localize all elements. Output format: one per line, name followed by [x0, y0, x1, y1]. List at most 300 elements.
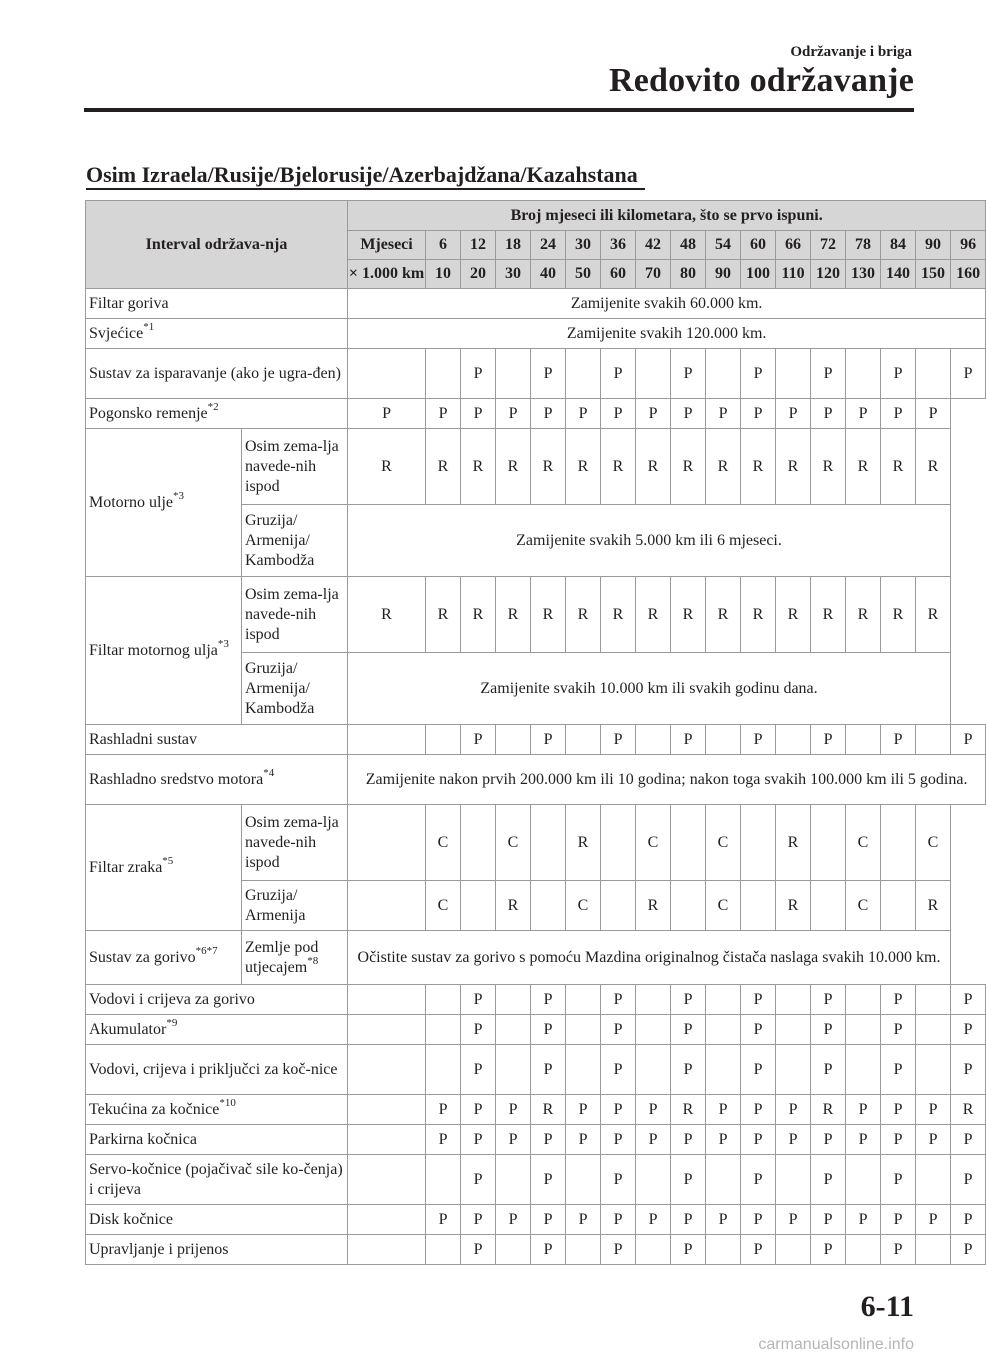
value-cell [916, 1045, 951, 1095]
value-cell [811, 429, 846, 505]
value-cell [636, 1095, 671, 1125]
value-cell [566, 881, 601, 931]
value-cell [846, 1155, 881, 1205]
table-row [86, 1045, 986, 1095]
value-cell [776, 399, 811, 429]
item-label-text: Filtar motornog ulja [89, 641, 218, 659]
value-cell [776, 1235, 811, 1265]
value-cell [426, 399, 461, 429]
value-cell-text: P [613, 1170, 623, 1188]
km-header-text: 50 [575, 265, 592, 282]
value-cell [426, 805, 461, 881]
value-cell [671, 805, 706, 881]
value-cell [811, 985, 846, 1015]
value-cell [706, 1125, 741, 1155]
value-cell [601, 577, 636, 653]
value-cell-text: P [823, 1020, 833, 1038]
month-header-text: 18 [505, 236, 522, 253]
value-cell-text: P [683, 1170, 693, 1188]
table-row [86, 201, 986, 231]
footnote-marker: *3 [173, 490, 184, 503]
month-header [741, 231, 776, 260]
value-cell-text: P [753, 1060, 763, 1078]
value-cell [881, 399, 916, 429]
value-cell [741, 725, 776, 755]
value-cell-text: C [647, 833, 659, 851]
value-cell-text: R [577, 457, 589, 475]
value-cell [741, 1155, 776, 1205]
item-label-text: Parkirna kočnica [89, 1130, 197, 1148]
month-header-text: 60 [750, 236, 767, 253]
value-cell [846, 881, 881, 931]
value-cell [636, 429, 671, 505]
value-cell-text: P [613, 1210, 623, 1228]
value-cell [846, 1015, 881, 1045]
value-cell [531, 399, 566, 429]
item-label-text: Pogonsko remenje [89, 404, 208, 422]
item-label [86, 805, 242, 931]
value-cell [776, 1045, 811, 1095]
value-cell [566, 1015, 601, 1045]
item-label [86, 399, 348, 429]
value-cell [846, 805, 881, 881]
value-cell [426, 1125, 461, 1155]
table-row [86, 1015, 986, 1045]
value-cell-text: P [858, 1130, 868, 1148]
km-header [461, 260, 496, 289]
value-cell [601, 1125, 636, 1155]
value-cell-text: P [753, 990, 763, 1008]
month-header-text: 42 [645, 236, 662, 253]
value-cell [776, 725, 811, 755]
value-cell-text: P [753, 1210, 763, 1228]
value-cell [706, 1045, 741, 1095]
km-header [636, 260, 671, 289]
value-cell [636, 1045, 671, 1095]
footnote-marker: *10 [219, 1097, 236, 1110]
value-cell [951, 985, 986, 1015]
value-cell-text: R [787, 605, 799, 623]
value-cell [531, 1015, 566, 1045]
km-header [846, 260, 881, 289]
value-cell [566, 349, 601, 399]
value-cell-text: R [577, 605, 589, 623]
value-cell-text: R [647, 457, 659, 475]
value-cell [601, 805, 636, 881]
value-cell-text: R [857, 457, 869, 475]
value-cell [461, 349, 496, 399]
region-label [242, 931, 348, 985]
value-cell [531, 1155, 566, 1205]
value-cell-text: P [823, 730, 833, 748]
value-cell-text: P [858, 1100, 868, 1118]
item-label [86, 1045, 348, 1095]
month-header-text: 24 [540, 236, 557, 253]
month-header-text: 90 [925, 236, 942, 253]
value-cell-text: R [507, 605, 519, 623]
value-cell [426, 429, 461, 505]
value-cell-text: R [381, 457, 392, 475]
month-header [636, 231, 671, 260]
month-header-text: 72 [820, 236, 837, 253]
months-label [348, 231, 426, 260]
month-header [531, 231, 566, 260]
value-cell-text: C [437, 833, 449, 851]
km-label-text: × 1.000 km [348, 265, 425, 282]
value-cell-text: P [928, 1130, 938, 1148]
value-cell [706, 1155, 741, 1205]
value-cell [496, 1155, 531, 1205]
value-cell [706, 881, 741, 931]
value-cell-text: P [683, 1210, 693, 1228]
table-row [86, 985, 986, 1015]
value-cell [846, 1235, 881, 1265]
value-cell [531, 805, 566, 881]
value-cell [741, 881, 776, 931]
value-cell [776, 1155, 811, 1205]
value-cell [776, 985, 811, 1015]
value-cell [741, 1095, 776, 1125]
item-label [86, 725, 348, 755]
value-cell [531, 881, 566, 931]
value-cell-text: P [823, 1170, 833, 1188]
value-cell [348, 985, 426, 1015]
value-cell-text: P [893, 730, 903, 748]
value-cell-text: P [543, 1240, 553, 1258]
value-cell [348, 1155, 426, 1205]
value-cell-text: P [893, 1020, 903, 1038]
value-cell-text: R [577, 833, 589, 851]
month-header-text: 84 [890, 236, 907, 253]
value-cell-text: P [893, 1170, 903, 1188]
value-cell-text: R [892, 605, 904, 623]
value-cell-text: R [682, 1100, 694, 1118]
value-cell [636, 1155, 671, 1205]
value-cell [846, 1125, 881, 1155]
value-cell-text: P [613, 1240, 623, 1258]
value-cell-text: C [857, 833, 869, 851]
km-header [706, 260, 741, 289]
value-cell [916, 985, 951, 1015]
value-cell [811, 881, 846, 931]
value-cell [881, 1095, 916, 1125]
value-cell [426, 1155, 461, 1205]
value-cell-text: P [473, 404, 483, 422]
value-cell-text: P [613, 364, 623, 382]
value-cell [496, 805, 531, 881]
value-cell-text: R [542, 605, 554, 623]
value-cell-text: P [473, 990, 483, 1008]
value-cell [348, 1095, 426, 1125]
value-cell [706, 725, 741, 755]
value-cell [846, 429, 881, 505]
value-cell-text: R [717, 605, 729, 623]
value-cell [741, 349, 776, 399]
value-cell-text: R [612, 605, 624, 623]
item-label [86, 1155, 348, 1205]
value-cell-text: P [648, 1130, 658, 1148]
item-note [348, 653, 951, 725]
value-cell-text: P [648, 1100, 658, 1118]
month-header-text: 78 [855, 236, 872, 253]
table-row [86, 349, 986, 399]
value-cell [601, 1045, 636, 1095]
value-cell-text: P [858, 404, 868, 422]
value-cell [671, 985, 706, 1015]
value-cell [601, 1095, 636, 1125]
region-label [242, 805, 348, 881]
km-header [951, 260, 986, 289]
interval-header [86, 201, 348, 289]
month-header-text: 6 [439, 236, 448, 253]
month-header-text: 30 [575, 236, 592, 253]
value-cell-text: P [823, 1210, 833, 1228]
value-cell-text: P [683, 364, 693, 382]
value-cell-text: P [823, 1130, 833, 1148]
value-cell [566, 1095, 601, 1125]
km-header [776, 260, 811, 289]
km-header-text: 120 [816, 265, 841, 282]
value-cell [776, 881, 811, 931]
value-cell-text: P [578, 1130, 588, 1148]
value-cell-text: P [753, 1130, 763, 1148]
value-cell [531, 1125, 566, 1155]
value-cell [776, 1125, 811, 1155]
value-cell [881, 1045, 916, 1095]
value-cell [671, 577, 706, 653]
value-cell [881, 1205, 916, 1235]
value-cell [846, 349, 881, 399]
footnote-marker: *6*7 [195, 945, 218, 958]
span-header-text: Broj mjeseci ili kilometara, što se prvo ispuni. [510, 206, 823, 224]
footnote-marker: *9 [166, 1017, 178, 1030]
km-header-text: 150 [921, 265, 946, 282]
value-cell [951, 349, 986, 399]
footnote-marker: *4 [263, 767, 275, 780]
value-cell [811, 577, 846, 653]
value-cell-text: P [963, 1060, 973, 1078]
value-cell-text: P [473, 1170, 483, 1188]
month-header-text: 54 [715, 236, 732, 253]
value-cell [671, 399, 706, 429]
value-cell [916, 399, 951, 429]
value-cell-text: P [788, 404, 798, 422]
value-cell-text: P [438, 1100, 448, 1118]
value-cell-text: P [928, 1100, 938, 1118]
footnote-marker: *8 [307, 955, 319, 968]
value-cell [846, 1045, 881, 1095]
value-cell [636, 1205, 671, 1235]
value-cell-text: P [928, 404, 938, 422]
value-cell [916, 725, 951, 755]
month-header-text: 96 [960, 236, 977, 253]
value-cell [706, 1235, 741, 1265]
value-cell [601, 1235, 636, 1265]
value-cell-text: R [822, 605, 834, 623]
footnote-marker: *2 [207, 401, 219, 414]
item-label [86, 931, 242, 985]
item-note [348, 931, 951, 985]
km-header [741, 260, 776, 289]
value-cell [881, 1155, 916, 1205]
km-header-text: 30 [505, 265, 522, 282]
km-header [811, 260, 846, 289]
value-cell-text: P [578, 404, 588, 422]
value-cell [636, 577, 671, 653]
value-cell [348, 805, 426, 881]
item-label-text: Filtar zraka [89, 858, 163, 876]
month-header [706, 231, 741, 260]
value-cell [566, 429, 601, 505]
value-cell-text: P [683, 404, 693, 422]
item-label [86, 1015, 348, 1045]
value-cell-text: P [753, 1100, 763, 1118]
value-cell [811, 1015, 846, 1045]
value-cell [461, 1095, 496, 1125]
item-label [86, 319, 348, 349]
value-cell [496, 577, 531, 653]
value-cell [601, 349, 636, 399]
value-cell [671, 1015, 706, 1045]
maintenance-schedule-table [85, 200, 986, 1265]
value-cell [426, 1015, 461, 1045]
value-cell [916, 1015, 951, 1045]
value-cell [706, 805, 741, 881]
value-cell [426, 1205, 461, 1235]
item-note [348, 755, 986, 805]
value-cell [776, 1205, 811, 1235]
km-header-text: 130 [851, 265, 876, 282]
value-cell-text: P [578, 1100, 588, 1118]
value-cell [671, 1095, 706, 1125]
region-label-text: Gruzija/ Armenija/ Kambodža [245, 511, 315, 569]
value-cell [881, 1125, 916, 1155]
km-header [426, 260, 461, 289]
value-cell [811, 725, 846, 755]
value-cell [426, 725, 461, 755]
value-cell [706, 399, 741, 429]
value-cell-text: R [927, 896, 939, 914]
value-cell [706, 1205, 741, 1235]
item-note [348, 289, 986, 319]
value-cell [671, 1235, 706, 1265]
value-cell-text: P [893, 364, 903, 382]
value-cell [776, 805, 811, 881]
value-cell-text: R [927, 457, 939, 475]
value-cell [461, 1235, 496, 1265]
value-cell [636, 1235, 671, 1265]
item-label-text: Disk kočnice [89, 1210, 173, 1228]
item-note-text: Očistite sustav za gorivo s pomoću Mazdina originalnog čistača naslaga svakih 10.000 km. [357, 948, 941, 966]
item-note-text: Zamijenite svakih 60.000 km. [570, 294, 763, 312]
value-cell [348, 399, 426, 429]
value-cell [636, 1125, 671, 1155]
value-cell [741, 429, 776, 505]
value-cell [531, 1045, 566, 1095]
value-cell [566, 577, 601, 653]
value-cell [531, 429, 566, 505]
item-label-text: Vodovi i crijeva za gorivo [89, 990, 255, 1008]
value-cell-text: P [718, 404, 728, 422]
km-header-text: 20 [470, 265, 487, 282]
month-header [566, 231, 601, 260]
item-label-text: Upravljanje i prijenos [89, 1240, 229, 1258]
value-cell-text: R [507, 896, 519, 914]
value-cell-text: P [508, 1100, 518, 1118]
value-cell-text: P [823, 990, 833, 1008]
value-cell-text: P [473, 1240, 483, 1258]
km-header [601, 260, 636, 289]
region-label-text: Gruzija/ Armenija [245, 886, 306, 924]
value-cell [601, 399, 636, 429]
value-cell-text: P [508, 1130, 518, 1148]
value-cell-text: P [753, 1240, 763, 1258]
value-cell [426, 1045, 461, 1095]
value-cell [426, 881, 461, 931]
value-cell [348, 577, 426, 653]
value-cell [531, 1205, 566, 1235]
value-cell [461, 725, 496, 755]
value-cell [348, 349, 426, 399]
watermark: carmanualsonline.info [758, 1336, 914, 1353]
km-header-text: 10 [435, 265, 452, 282]
value-cell-text: P [613, 1130, 623, 1148]
value-cell-text: P [473, 1100, 483, 1118]
value-cell [741, 985, 776, 1015]
page-number: 6-11 [860, 1290, 914, 1323]
footnote-marker: *5 [162, 855, 174, 868]
value-cell [566, 1205, 601, 1235]
value-cell [671, 1045, 706, 1095]
value-cell-text: R [612, 457, 624, 475]
value-cell [951, 1205, 986, 1235]
value-cell-text: P [963, 1170, 973, 1188]
months-label-text: Mjeseci [360, 236, 413, 253]
value-cell-text: P [543, 404, 553, 422]
value-cell-text: P [543, 1060, 553, 1078]
value-cell [601, 1015, 636, 1045]
value-cell [566, 985, 601, 1015]
km-label [348, 260, 426, 289]
value-cell-text: P [543, 1130, 553, 1148]
value-cell [951, 1015, 986, 1045]
item-label-text: Svjećice [89, 324, 144, 342]
value-cell-text: P [718, 1130, 728, 1148]
value-cell-text: P [438, 404, 448, 422]
region-label-text: Zemlje pod utjecajem [245, 938, 319, 976]
value-cell [741, 805, 776, 881]
value-cell [811, 805, 846, 881]
value-cell [846, 725, 881, 755]
value-cell [348, 1235, 426, 1265]
value-cell-text: P [613, 404, 623, 422]
value-cell-text: P [823, 1240, 833, 1258]
value-cell [566, 1155, 601, 1205]
value-cell [811, 1095, 846, 1125]
value-cell [426, 985, 461, 1015]
km-header-text: 70 [645, 265, 662, 282]
item-note [348, 319, 986, 349]
value-cell [741, 1205, 776, 1235]
month-header [671, 231, 706, 260]
item-label [86, 985, 348, 1015]
value-cell [846, 985, 881, 1015]
item-label-text: Akumulator [89, 1020, 167, 1038]
value-cell-text: C [717, 833, 729, 851]
value-cell-text: P [893, 1240, 903, 1258]
value-cell [348, 1205, 426, 1235]
value-cell-text: P [613, 1060, 623, 1078]
